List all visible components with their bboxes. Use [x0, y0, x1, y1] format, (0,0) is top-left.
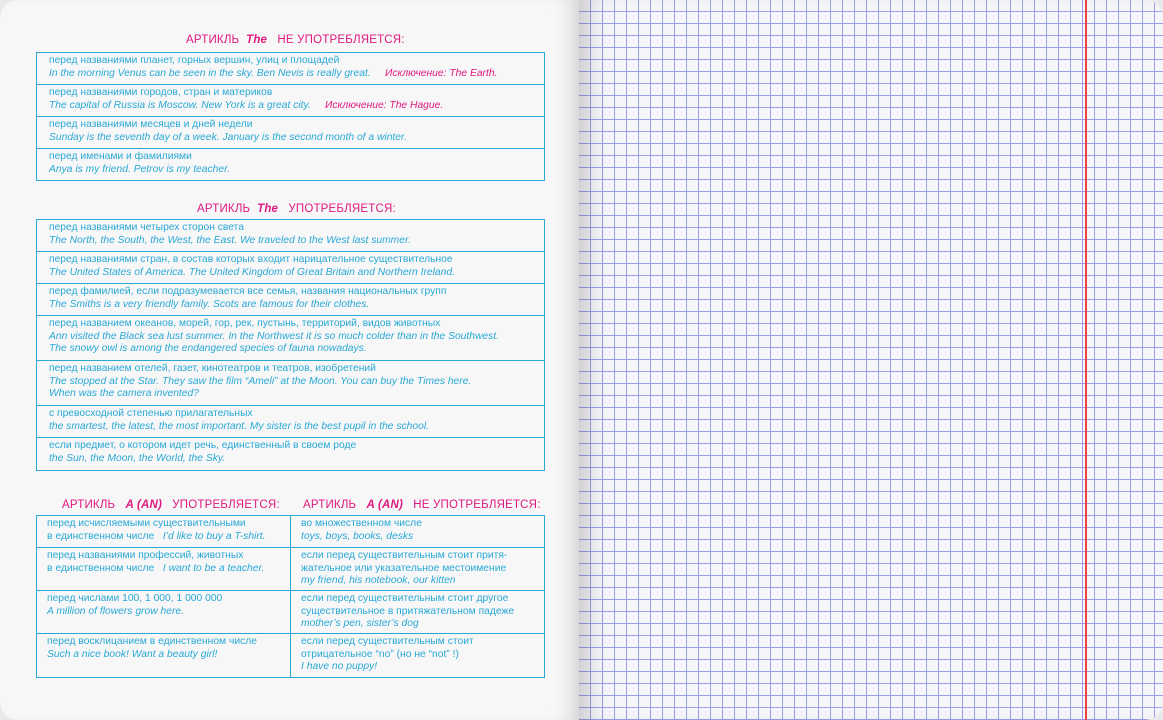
rule-text: [47, 550, 280, 563]
rule-text: перед названием океанов, морей, гор, рек, пустынь, территорий, видов животных: [49, 318, 441, 329]
table-the-used: [36, 219, 545, 471]
example-sentence: mother’s pen, sister’s dog: [301, 618, 419, 629]
table-row: [37, 406, 544, 438]
table-cell-left: [37, 591, 291, 634]
table-row: [37, 149, 544, 180]
rule-text: перед названием отелей, газет, кинотеатров и театров, изобретений: [49, 363, 376, 374]
example-sentence: my friend, his notebook, our kitten: [301, 575, 456, 586]
example-sentence: toys, boys, books, desks: [301, 530, 414, 542]
example-text: [49, 164, 532, 177]
rule-text: [301, 518, 534, 531]
table-cell-left: [37, 634, 291, 677]
rule-text: [47, 563, 280, 576]
table-cell-left: [37, 516, 291, 548]
exception-text: Исключение: The Hague.: [325, 99, 444, 111]
rule-text: [301, 593, 534, 606]
table-row: [37, 284, 544, 316]
example-text: [49, 100, 532, 113]
rule-line: перед числами 100, 1 000, 1 000 000: [47, 593, 223, 604]
heading-the-used: АРТИКЛЬ The УПОТРЕБЛЯЕТСЯ:: [197, 203, 396, 215]
example-text: [301, 661, 534, 674]
rule-line: если перед существительным стоит притя-: [301, 550, 508, 561]
example-text: The snowy owl is among the endangered species of fauna nowadays.: [49, 343, 367, 354]
rule-text: [301, 550, 534, 563]
rule-text: [301, 636, 534, 649]
example-text: [47, 649, 280, 662]
rule-text: с превосходной степенью прилагательных: [49, 408, 253, 419]
heading-the-not-used: АРТИКЛЬ The НЕ УПОТРЕБЛЯЕТСЯ:: [186, 34, 405, 46]
table-row: [37, 220, 544, 252]
example-text: Ann visited the Black sea lust summer. In the Northwest it is so much colder than in the Southwest.: [49, 330, 500, 342]
rule-text: [47, 636, 280, 649]
rule-text: [47, 518, 280, 531]
table-row: [37, 438, 544, 470]
example-sentence: Sunday is the seventh day of a week. January is the second month of a winter.: [49, 131, 407, 143]
rule-line: в единственном числе: [47, 562, 155, 574]
example-text: [301, 531, 534, 544]
table-row: [37, 316, 544, 361]
rule-line: если перед существительным стоит другое: [301, 593, 509, 604]
example-text: The stopped at the Star. They saw the film “Ameli” at the Moon. You can buy the Times here.: [49, 375, 472, 387]
example-text: [301, 575, 534, 588]
example-text: the Sun, the Moon, the World, the Sky.: [49, 452, 226, 464]
margin-line: [1085, 0, 1087, 720]
example-text: When was the camera invented?: [49, 388, 199, 399]
example-sentence: I want to be a teacher.: [162, 562, 265, 574]
example-sentence: A million of flowers grow here.: [47, 605, 184, 617]
rule-text: [301, 563, 534, 576]
rule-text: [301, 606, 534, 619]
rule-line: отрицательное “no” (но не “not” !): [301, 648, 459, 660]
rule-text: перед названиями планет, горных вершин, улиц и площадей: [49, 55, 340, 66]
table-a-an: [36, 515, 545, 678]
table-row: [37, 53, 544, 85]
example-text: The Smiths is a very friendly family. Scots are famous for their clothes.: [49, 298, 370, 310]
example-sentence: Anya is my friend. Petrov is my teacher.: [49, 163, 231, 175]
table-cell-right: [291, 591, 544, 634]
rule-text: перед фамилией, если подразумевается все семья, названия национальных групп: [49, 286, 447, 297]
rule-line: во множественном числе: [301, 518, 422, 529]
rule-line: перед восклицанием в единственном числе: [47, 636, 257, 647]
rule-line: перед названиями профессий, животных: [47, 550, 244, 561]
example-text: The United States of America. The United Kingdom of Great Britain and Northern Ireland.: [49, 266, 455, 278]
rule-text: перед названиями городов, стран и материков: [49, 87, 273, 98]
table-cell-right: [291, 548, 544, 591]
rule-text: [47, 531, 280, 544]
example-text: [301, 618, 534, 631]
right-page-graph-paper: [579, 0, 1163, 720]
table-the-not-used: [36, 52, 545, 181]
heading-a-an-not-used: АРТИКЛЬ A (AN) НЕ УПОТРЕБЛЯЕТСЯ:: [303, 499, 541, 511]
exception-text: Исключение: The Earth.: [384, 67, 498, 79]
table-row: [37, 117, 544, 149]
rule-line: перед исчисляемыми существительными: [47, 518, 246, 529]
example-text: [49, 68, 532, 81]
rule-text: перед названиями стран, в состав которых входит нарицательное существительное: [49, 254, 453, 265]
example-sentence: Such a nice book! Want a beauty girl!: [47, 648, 218, 660]
table-row: [37, 252, 544, 284]
rule-text: перед названиями месяцев и дней недели: [49, 119, 253, 130]
table-cell-right: [291, 516, 544, 548]
example-sentence: In the morning Venus can be seen in the sky. Ben Nevis is really great.: [49, 67, 371, 79]
rule-text: перед именами и фамилиями: [49, 151, 192, 162]
rule-line: существительное в притяжательном падеже: [301, 605, 515, 617]
example-sentence: I have no puppy!: [301, 661, 378, 672]
rule-line: если перед существительным стоит: [301, 636, 474, 647]
rule-line: в единственном числе: [47, 530, 155, 542]
table-cell-right: [291, 634, 544, 677]
example-text: [47, 606, 280, 619]
example-text: [49, 132, 532, 145]
example-text: The North, the South, the West, the East. We traveled to the West last summer.: [49, 234, 411, 246]
rule-text: если предмет, о котором идет речь, единственный в своем роде: [49, 440, 357, 451]
rule-text: [47, 593, 280, 606]
example-text: the smartest, the latest, the most important. My sister is the best pupil in the school.: [49, 420, 430, 432]
table-row: [37, 361, 544, 406]
example-sentence: I’d like to buy a T-shirt.: [162, 530, 266, 542]
rule-line: жательное или указательное местоимение: [301, 562, 507, 574]
table-row: [37, 85, 544, 117]
rule-text: перед названиями четырех сторон света: [49, 222, 244, 233]
example-sentence: The capital of Russia is Moscow. New York is a great city.: [49, 99, 311, 111]
heading-a-an-used: АРТИКЛЬ A (AN) УПОТРЕБЛЯЕТСЯ:: [62, 499, 280, 511]
rule-text: [301, 649, 534, 662]
table-cell-left: [37, 548, 291, 591]
